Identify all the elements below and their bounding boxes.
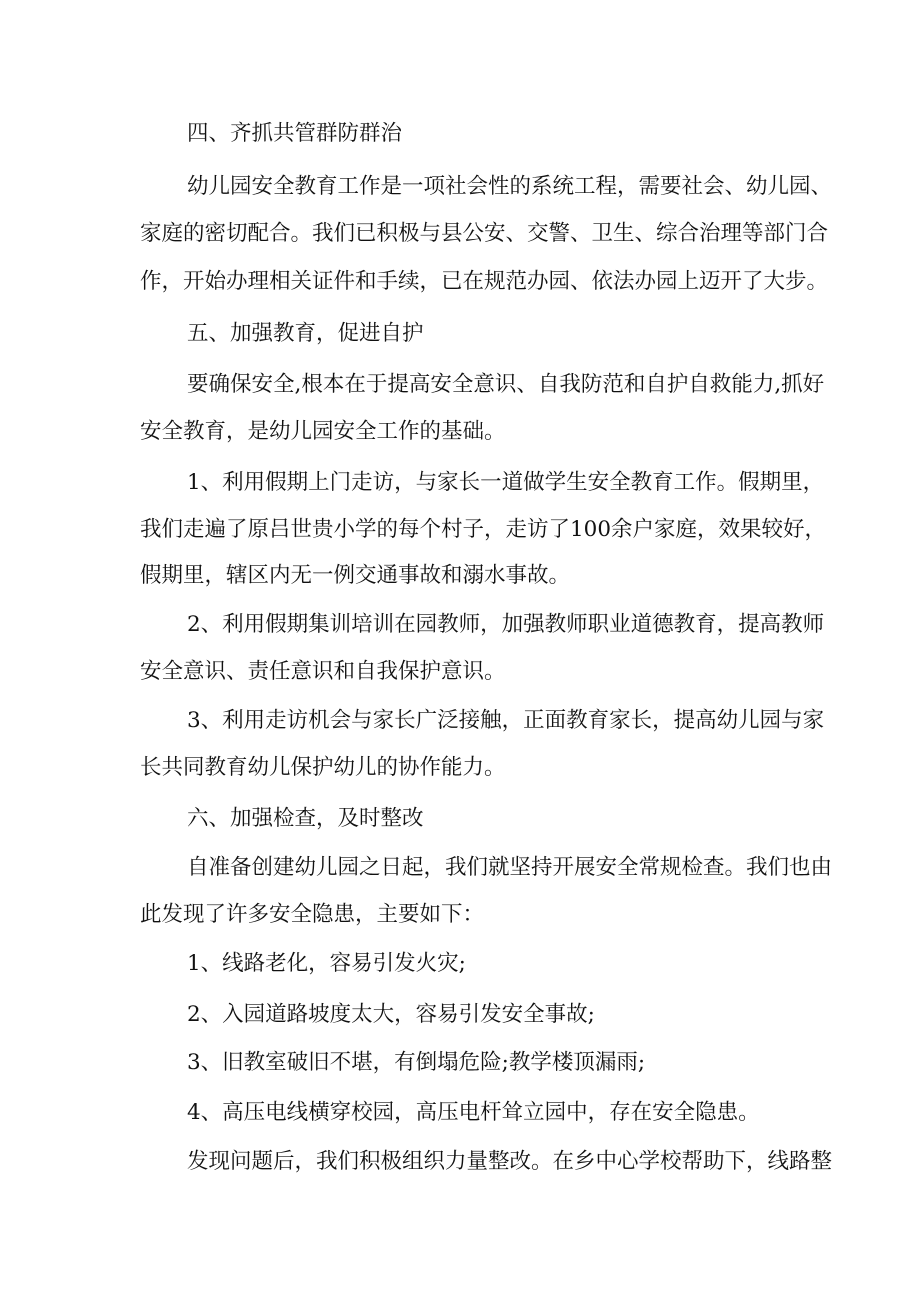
paragraph-line: 要确保安全,根本在于提高安全意识、自我防范和自护自救能力,抓好 xyxy=(187,372,825,397)
list-item-line: 2、利用假期集训培训在园教师，加强教师职业道德教育，提高教师 xyxy=(187,612,825,637)
paragraph-line: 我们走遍了原吕世贵小学的每个村子，走访了100余户家庭，效果较好， xyxy=(140,517,827,542)
paragraph-line: 作，开始办理相关证件和手续，已在规范办园、依法办园上迈开了大步。 xyxy=(140,269,829,294)
paragraph-line: 此发现了许多安全隐患，主要如下： xyxy=(140,902,485,927)
section-heading-6: 六、加强检查，及时整改 xyxy=(187,806,424,831)
list-item-line: 3、利用走访机会与家长广泛接触，正面教育家长，提高幼儿园与家 xyxy=(187,708,825,733)
list-item-line: 3、旧教室破旧不堪，有倒塌危险;教学楼顶漏雨; xyxy=(187,1050,646,1075)
paragraph-line: 家庭的密切配合。我们已积极与县公安、交警、卫生、综合治理等部门合 xyxy=(140,221,829,246)
list-item-line: 2、入园道路坡度太大，容易引发安全事故; xyxy=(187,1002,595,1027)
section-heading-5: 五、加强教育，促进自护 xyxy=(187,321,424,346)
paragraph-line: 安全意识、责任意识和自我保护意识。 xyxy=(140,659,506,684)
paragraph-line: 安全教育，是幼儿园安全工作的基础。 xyxy=(140,419,506,444)
paragraph-line: 自准备创建幼儿园之日起，我们就坚持开展安全常规检查。我们也由 xyxy=(187,855,833,880)
paragraph-line: 长共同教育幼儿保护幼儿的协作能力。 xyxy=(140,755,506,780)
list-item-line: 1、利用假期上门走访，与家长一道做学生安全教育工作。假期里， xyxy=(187,470,825,495)
paragraph-line: 假期里，辖区内无一例交通事故和溺水事故。 xyxy=(140,563,571,588)
list-item-line: 1、线路老化，容易引发火灾; xyxy=(187,951,466,976)
paragraph-line: 幼儿园安全教育工作是一项社会性的系统工程，需要社会、幼儿园、 xyxy=(187,174,833,199)
paragraph-line: 发现问题后，我们积极组织力量整改。在乡中心学校帮助下，线路整 xyxy=(187,1149,833,1174)
section-heading-4: 四、齐抓共管群防群治 xyxy=(187,121,403,146)
list-item-line: 4、高压电线横穿校园，高压电杆耸立园中，存在安全隐患。 xyxy=(187,1100,760,1125)
